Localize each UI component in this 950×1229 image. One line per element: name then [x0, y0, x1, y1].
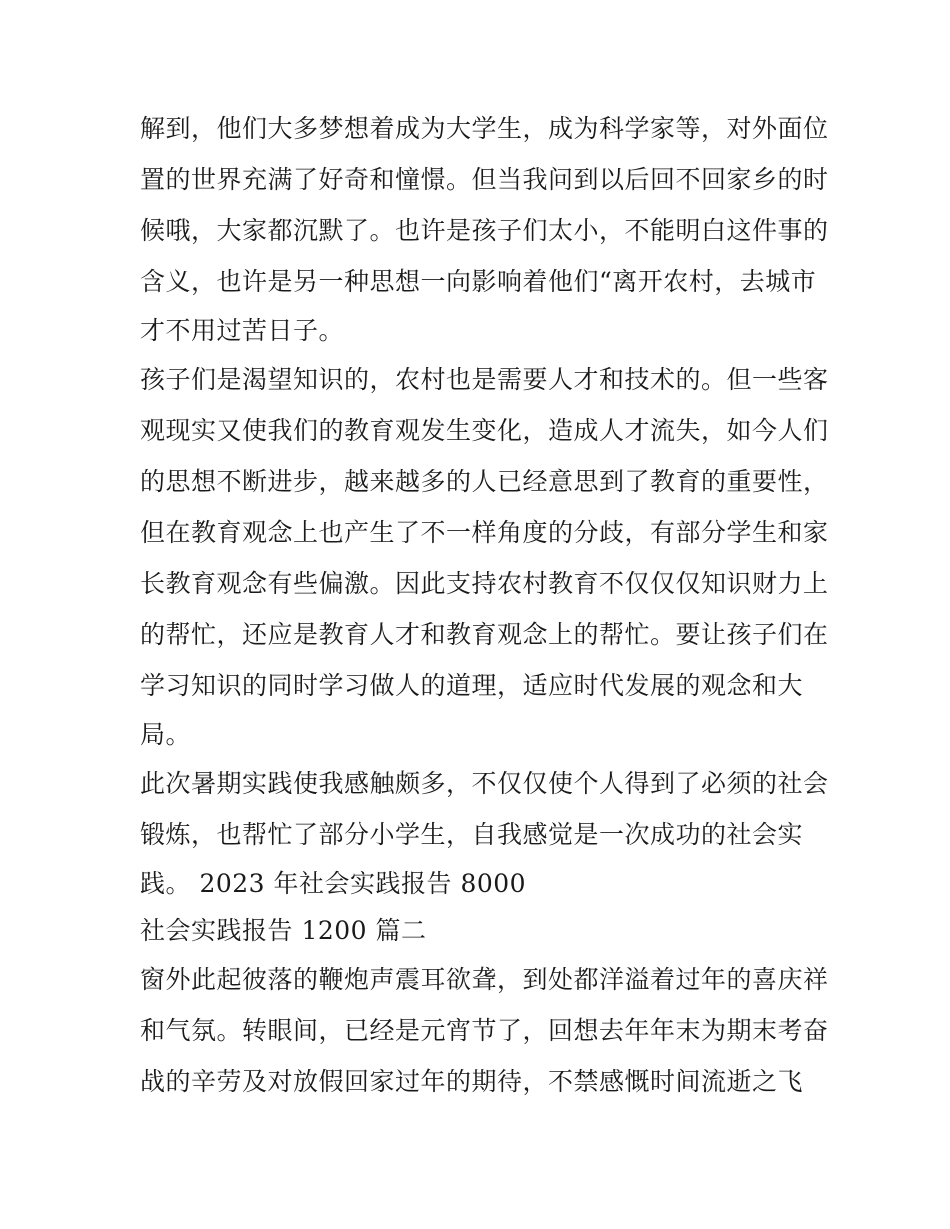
text-line: 窗外此起彼落的鞭炮声震耳欲聋，到处都洋溢着过年的喜庆祥: [140, 965, 829, 994]
text-line: 置的世界充满了好奇和憧憬。但当我问到以后回不回家乡的时: [140, 165, 829, 194]
text-line: 的思想不断进步，越来越多的人已经意思到了教育的重要性，: [140, 467, 829, 496]
text-line: 局。: [140, 720, 192, 749]
body-text: [140, 103, 829, 1107]
text-line: 候哦，大家都沉默了。也许是孩子们太小，不能明白这件事的: [140, 216, 829, 245]
text-line: 观现实又使我们的教育观发生变化，造成人才流失，如今人们: [140, 416, 829, 445]
text-line: 长教育观念有些偏激。因此支持农村教育不仅仅仅知识财力上: [140, 569, 829, 598]
text-line: 和气氛。转眼间，已经是元宵节了，回想去年年末为期末考奋: [140, 1016, 829, 1045]
section-heading: 社会实践报告 1200 篇二: [140, 916, 427, 945]
text-line: 此次暑期实践使我感触颇多，不仅仅使个人得到了必须的社会: [140, 769, 829, 798]
text-line: 的帮忙，还应是教育人才和教育观念上的帮忙。要让孩子们在: [140, 620, 829, 649]
text-line: 但在教育观念上也产生了不一样角度的分歧，有部分学生和家: [140, 518, 829, 547]
text-line: 践。 2023 年社会实践报告 8000: [140, 869, 527, 898]
text-line: 学习知识的同时学习做人的道理，适应时代发展的观念和大: [140, 671, 804, 700]
text-line: 孩子们是渴望知识的，农村也是需要人才和技术的。但一些客: [140, 365, 829, 394]
text-line: 解到，他们大多梦想着成为大学生，成为科学家等，对外面位: [140, 114, 829, 143]
text-line: 含义，也许是另一种思想一向影响着他们“离开农村，去城市: [140, 267, 817, 296]
text-line: 锻炼，也帮忙了部分小学生，自我感觉是一次成功的社会实: [140, 820, 804, 849]
text-line: 战的辛劳及对放假回家过年的期待，不禁感慨时间流逝之飞: [140, 1067, 804, 1096]
text-line: 才不用过苦日子。: [140, 316, 345, 345]
